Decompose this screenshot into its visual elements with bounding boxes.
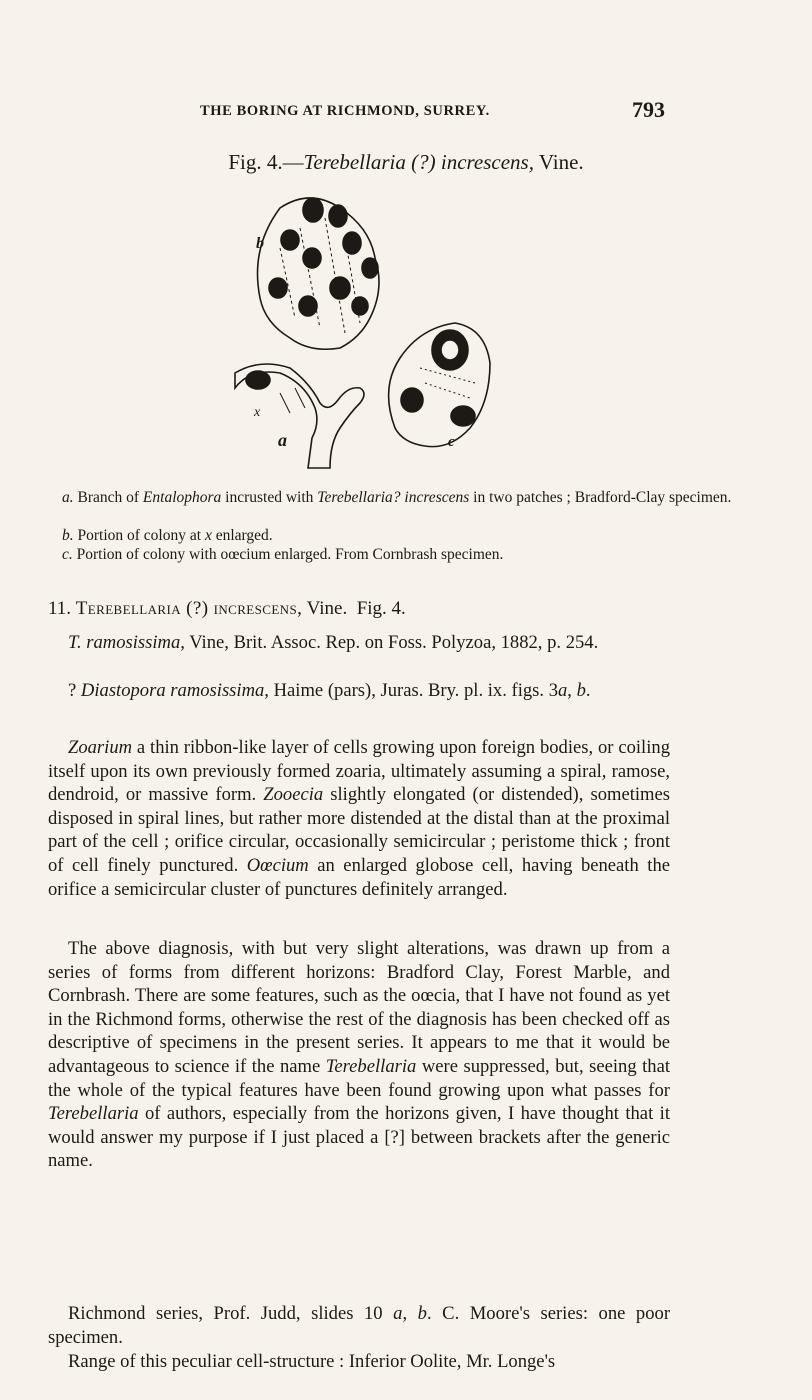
term-zooecia: Zooecia (263, 784, 324, 806)
caption-a-genus: Entalophora (142, 489, 222, 506)
figure-species: increscens, (440, 150, 534, 174)
figure-genus: Terebellaria (303, 150, 406, 174)
caption-a-text6: patches ; Bradford-Clay specimen. (516, 489, 732, 506)
caption-c (62, 545, 784, 564)
figure-letter-x: x (254, 405, 261, 420)
synonymy-1-cont: p. 254. (547, 632, 599, 653)
paragraph-specimens-b: C. Moore's series: one poor specimen. (48, 1303, 671, 1348)
paragraph-discussion-genus-2: Terebellaria (48, 1103, 139, 1125)
paragraph-specimens-slide-b: b (417, 1303, 427, 1324)
paragraph-discussion-a: The above diagnosis, with but very slight alterations, was drawn up from a series of forms from different horizons: Bradford Clay, Forest Marble, and Cornbrash. There are some features, such as the oœcia, that I have not found as yet in the Richmond forms, otherwise the rest of the diagnosis has been checked off as descriptive of specimens in the present series. It appears to me that it would be advantageous to science if the name (48, 938, 670, 1077)
synonymy-2: ? Diastopora ramosissima, Haime (pars), Juras. Bry. pl. ix. figs. 3a, b. (68, 680, 591, 701)
synonymy-2-b: b (576, 680, 586, 701)
section-author: Vine. (306, 598, 348, 619)
caption-a-species: Terebellaria? increscens (317, 489, 470, 506)
caption-c-text: Portion of colony with oœcium enlarged. From Cornbrash specimen. (76, 546, 504, 563)
caption-a-text1: Branch of (77, 489, 140, 506)
synonymy-1 (48, 631, 670, 655)
synonymy-2-a: a (558, 680, 568, 701)
figure-letter-a: a (278, 430, 287, 450)
caption-a (48, 488, 770, 507)
synonymy-2-text: Haime (pars), Juras. Bry. pl. ix. (273, 680, 507, 701)
colony-branch-b (258, 198, 380, 349)
paragraph-diagnosis-c: an enlarged globose cell, having beneath the orifice a semicircular cluster of punctures definitely arranged. (48, 854, 670, 900)
synonymy-2-cont: figs. 3 (511, 680, 558, 701)
paragraph-specimens-slide-a: a (393, 1303, 403, 1324)
synonymy-1-name: T. ramosissima, (68, 632, 185, 653)
paragraph-range-text: Range of this peculiar cell-structure : Inferior Oolite, Mr. Longe's (68, 1351, 556, 1372)
paragraph-specimens-a: Richmond series, Prof. Judd, slides 10 (68, 1303, 383, 1324)
section-name: Terebellaria (?) increscens, (75, 598, 303, 619)
running-head (0, 97, 812, 127)
figure-author: Vine. (538, 150, 584, 174)
synonymy-2-query: ? (68, 680, 77, 701)
figure-letter-b: b (256, 235, 264, 252)
paragraph-diagnosis (48, 736, 670, 901)
caption-b-text2: enlarged. (215, 527, 273, 544)
colony-branch-c (389, 323, 490, 447)
figure-label: Fig. 4. (228, 150, 283, 174)
paragraph-discussion-genus-1: Terebellaria (325, 1055, 417, 1077)
caption-c-letter: c. (62, 546, 73, 563)
paragraph-diagnosis-a: a thin ribbon-like layer of cells growing upon foreign bodies, or coiling itself upon its own previously formed zoaria, ultimately assuming a spiral, ramose, dendroid, or massive form. (48, 737, 670, 806)
section-fig-ref: Fig. 4. (356, 598, 406, 619)
paragraph-diagnosis-b: slightly elongated (or distended), sometimes disposed in spiral lines, but rather more distended at the distal than at the proximal part of the cell ; orifice circular, occasionally semicircular ; peristome thick ; front of cell finely punctured. (48, 784, 670, 876)
section-heading (48, 598, 406, 620)
term-ooecium: Oœcium (246, 854, 309, 876)
synonymy-1-text: Vine, Brit. Assoc. Rep. on Foss. Polyzoa, 1882, (189, 632, 543, 653)
figure-letter-c: c (448, 434, 455, 450)
figure-dash: — (282, 150, 304, 174)
caption-b (62, 526, 784, 545)
caption-a-text5: in two (473, 489, 513, 506)
caption-a-text3: incrusted with (225, 489, 314, 506)
paragraph-discussion-c: of authors, especially from the horizons given, I have thought that it would answer my purpose if I just placed a [?] between brackets after the generic name. (48, 1103, 670, 1172)
paragraph-discussion (48, 937, 670, 1173)
caption-b-x: x (204, 527, 212, 544)
bryozoan-illustration (220, 188, 520, 478)
caption-b-letter: b. (62, 527, 74, 544)
running-title: THE BORING AT RICHMOND, SURREY. (200, 103, 490, 119)
paragraph-specimens: Richmond series, Prof. Judd, slides 10 a, b. C. Moore's series: one poor specimen. (48, 1303, 671, 1348)
paragraph-discussion-b: were suppressed, but, seeing that the whole of the typical features have been found growing upon what passes for (48, 1055, 670, 1101)
figure-title (0, 150, 812, 175)
page-number: 793 (632, 97, 665, 122)
caption-a-letter: a. (62, 489, 74, 506)
paragraph-range (48, 1350, 670, 1374)
term-zoarium: Zoarium (68, 737, 133, 758)
section-number: 11. (48, 598, 72, 619)
caption-b-text: Portion of colony at (77, 527, 202, 544)
synonymy-2-name: Diastopora ramosissima, (80, 680, 269, 701)
figure-query: (?) (411, 150, 436, 174)
